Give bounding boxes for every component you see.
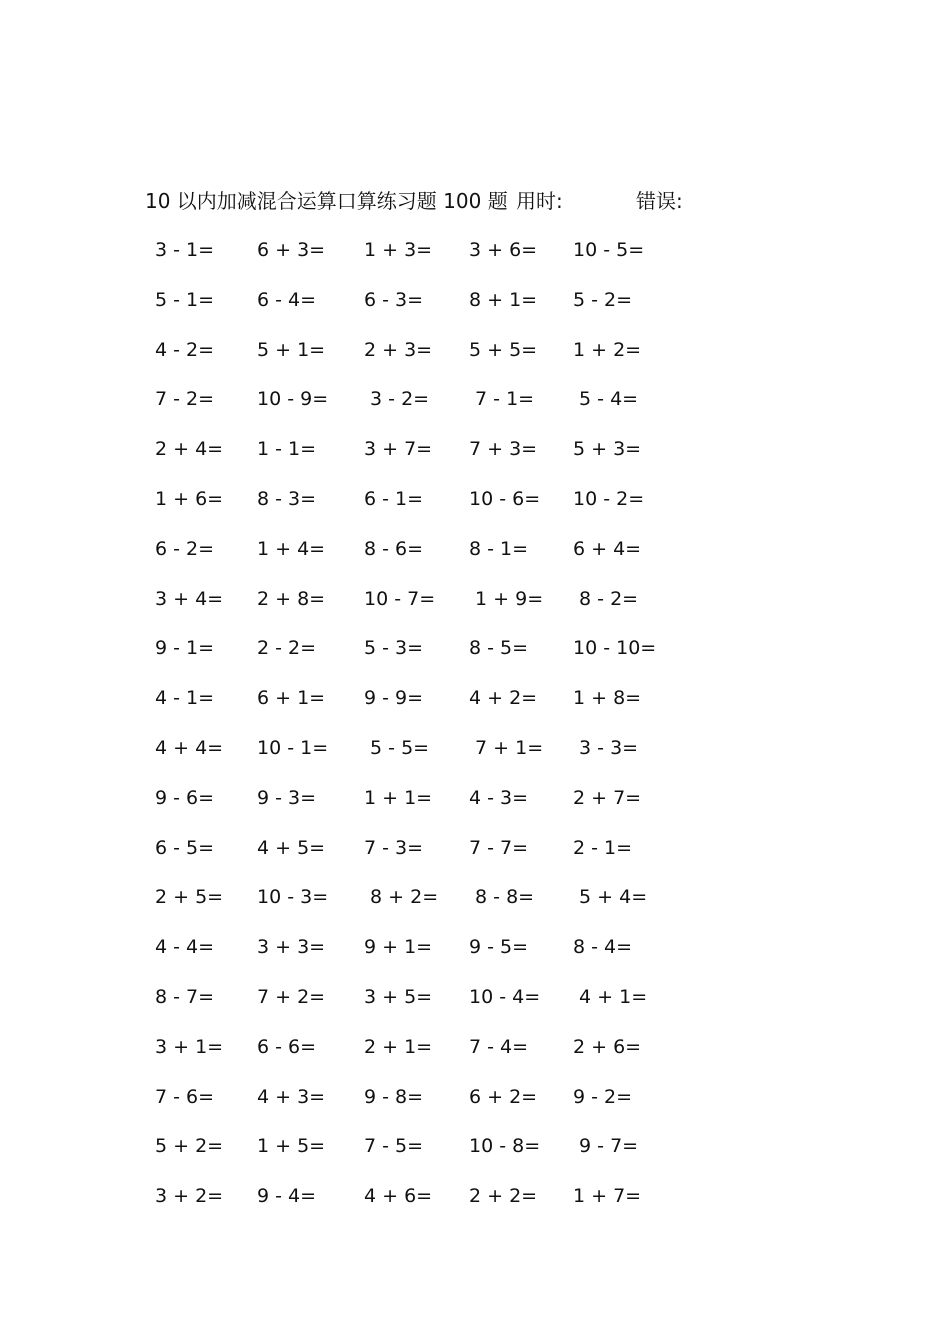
problem-row bbox=[0, 732, 950, 782]
worksheet-header bbox=[0, 186, 950, 216]
error-count-label: 错误: bbox=[636, 189, 683, 213]
problem-item: 2 - 1= bbox=[573, 836, 633, 859]
problem-row bbox=[0, 433, 950, 483]
problem-item: 2 + 4= bbox=[155, 438, 224, 461]
problem-item: 6 - 1= bbox=[364, 487, 424, 510]
problem-item: 6 + 1= bbox=[257, 687, 326, 710]
problem-item: 7 - 5= bbox=[364, 1135, 424, 1158]
problem-item: 2 - 2= bbox=[257, 637, 317, 660]
problem-item: 1 + 7= bbox=[573, 1185, 642, 1208]
problem-item: 3 + 7= bbox=[364, 438, 433, 461]
problem-item: 3 + 6= bbox=[469, 239, 538, 261]
problem-row bbox=[0, 682, 950, 732]
problem-row bbox=[0, 234, 950, 284]
problem-item: 10 - 3= bbox=[257, 886, 329, 909]
problem-item: 9 + 1= bbox=[364, 936, 433, 959]
problem-row bbox=[0, 533, 950, 583]
problem-item: 8 + 2= bbox=[364, 886, 439, 909]
problem-item: 9 - 8= bbox=[364, 1085, 424, 1108]
problem-item: 8 - 1= bbox=[469, 537, 529, 560]
problem-item: 3 + 3= bbox=[257, 936, 326, 959]
problem-item: 4 + 2= bbox=[469, 687, 538, 710]
problem-item: 3 + 4= bbox=[155, 587, 224, 610]
problem-item: 4 - 4= bbox=[155, 936, 215, 959]
problem-item: 7 - 2= bbox=[155, 388, 215, 411]
problem-row bbox=[0, 383, 950, 433]
problem-item: 9 - 7= bbox=[573, 1135, 639, 1158]
problem-item: 10 - 5= bbox=[573, 239, 645, 261]
problem-item: 8 - 8= bbox=[469, 886, 535, 909]
problem-item: 1 + 9= bbox=[469, 587, 544, 610]
problem-item: 2 + 2= bbox=[469, 1185, 538, 1208]
problem-item: 6 + 3= bbox=[257, 239, 326, 261]
problem-item: 5 + 2= bbox=[155, 1135, 224, 1158]
problem-item: 1 + 4= bbox=[257, 537, 326, 560]
problem-item: 9 - 3= bbox=[257, 786, 317, 809]
problem-item: 8 - 4= bbox=[573, 936, 633, 959]
problem-item: 9 - 1= bbox=[155, 637, 215, 660]
problem-item: 3 - 3= bbox=[573, 736, 639, 759]
time-used-label: 用时: bbox=[516, 189, 563, 213]
problem-item: 8 - 7= bbox=[155, 985, 215, 1008]
problem-item: 6 - 5= bbox=[155, 836, 215, 859]
problem-item: 5 - 1= bbox=[155, 288, 215, 311]
problem-item: 4 + 1= bbox=[573, 985, 648, 1008]
problem-item: 1 + 6= bbox=[155, 487, 224, 510]
problem-item: 9 - 4= bbox=[257, 1185, 317, 1208]
problem-item: 10 - 6= bbox=[469, 487, 541, 510]
problem-item: 8 - 6= bbox=[364, 537, 424, 560]
problem-item: 7 + 1= bbox=[469, 736, 544, 759]
problem-item: 8 - 2= bbox=[573, 587, 639, 610]
problem-item: 10 - 9= bbox=[257, 388, 329, 411]
problem-item: 7 - 6= bbox=[155, 1085, 215, 1108]
problem-row bbox=[0, 782, 950, 832]
problem-item: 5 - 3= bbox=[364, 637, 424, 660]
problem-item: 7 - 7= bbox=[469, 836, 529, 859]
problem-item: 2 + 8= bbox=[257, 587, 326, 610]
problem-row bbox=[0, 483, 950, 533]
problem-item: 4 - 1= bbox=[155, 687, 215, 710]
problem-item: 9 - 2= bbox=[573, 1085, 633, 1108]
problem-item: 7 + 2= bbox=[257, 985, 326, 1008]
problem-item: 5 + 3= bbox=[573, 438, 642, 461]
problem-item: 1 - 1= bbox=[257, 438, 317, 461]
problem-item: 7 - 3= bbox=[364, 836, 424, 859]
problem-item: 10 - 1= bbox=[257, 736, 329, 759]
problem-item: 4 - 3= bbox=[469, 786, 529, 809]
problem-item: 1 + 1= bbox=[364, 786, 433, 809]
problem-item: 3 + 2= bbox=[155, 1185, 224, 1208]
problem-row bbox=[0, 1081, 950, 1131]
problem-item: 9 - 9= bbox=[364, 687, 424, 710]
problem-item: 9 - 5= bbox=[469, 936, 529, 959]
problem-item: 6 + 2= bbox=[469, 1085, 538, 1108]
problem-item: 5 - 5= bbox=[364, 736, 430, 759]
problem-item: 1 + 5= bbox=[257, 1135, 326, 1158]
problem-row bbox=[0, 1031, 950, 1081]
problem-item: 5 + 1= bbox=[257, 338, 326, 361]
worksheet-title: 10 以内加减混合运算口算练习题 100 题 bbox=[145, 189, 508, 213]
problem-item: 8 + 1= bbox=[469, 288, 538, 311]
problem-item: 10 - 8= bbox=[469, 1135, 541, 1158]
problem-item: 5 - 2= bbox=[573, 288, 633, 311]
problem-item: 4 + 6= bbox=[364, 1185, 433, 1208]
problem-item: 1 + 2= bbox=[573, 338, 642, 361]
problem-row bbox=[0, 284, 950, 334]
problem-item: 7 - 1= bbox=[469, 388, 535, 411]
problem-item: 9 - 6= bbox=[155, 786, 215, 809]
problem-item: 2 + 6= bbox=[573, 1035, 642, 1058]
problem-item: 5 + 5= bbox=[469, 338, 538, 361]
problem-item: 6 - 3= bbox=[364, 288, 424, 311]
problem-item: 3 + 1= bbox=[155, 1035, 224, 1058]
problem-grid bbox=[0, 234, 950, 1230]
problem-row bbox=[0, 881, 950, 931]
problem-item: 2 + 1= bbox=[364, 1035, 433, 1058]
problem-row bbox=[0, 583, 950, 633]
problem-item: 7 - 4= bbox=[469, 1035, 529, 1058]
problem-item: 4 - 2= bbox=[155, 338, 215, 361]
problem-item: 4 + 5= bbox=[257, 836, 326, 859]
problem-item: 3 - 1= bbox=[155, 239, 215, 261]
problem-item: 10 - 10= bbox=[573, 637, 657, 660]
problem-item: 3 + 5= bbox=[364, 985, 433, 1008]
problem-item: 1 + 3= bbox=[364, 239, 433, 261]
problem-row bbox=[0, 832, 950, 882]
problem-item: 1 + 8= bbox=[573, 687, 642, 710]
problem-item: 5 - 4= bbox=[573, 388, 639, 411]
problem-row bbox=[0, 931, 950, 981]
problem-item: 7 + 3= bbox=[469, 438, 538, 461]
problem-row bbox=[0, 632, 950, 682]
problem-row bbox=[0, 334, 950, 384]
problem-item: 6 - 4= bbox=[257, 288, 317, 311]
problem-row bbox=[0, 1130, 950, 1180]
problem-item: 6 - 6= bbox=[257, 1035, 317, 1058]
problem-row bbox=[0, 981, 950, 1031]
problem-item: 10 - 7= bbox=[364, 587, 436, 610]
problem-item: 2 + 7= bbox=[573, 786, 642, 809]
problem-item: 2 + 3= bbox=[364, 338, 433, 361]
problem-item: 2 + 5= bbox=[155, 886, 224, 909]
problem-row bbox=[0, 1180, 950, 1230]
problem-item: 4 + 3= bbox=[257, 1085, 326, 1108]
problem-item: 8 - 5= bbox=[469, 637, 529, 660]
problem-item: 4 + 4= bbox=[155, 736, 224, 759]
problem-item: 6 - 2= bbox=[155, 537, 215, 560]
problem-item: 10 - 4= bbox=[469, 985, 541, 1008]
problem-item: 8 - 3= bbox=[257, 487, 317, 510]
problem-item: 10 - 2= bbox=[573, 487, 645, 510]
problem-item: 6 + 4= bbox=[573, 537, 642, 560]
problem-item: 5 + 4= bbox=[573, 886, 648, 909]
problem-item: 3 - 2= bbox=[364, 388, 430, 411]
